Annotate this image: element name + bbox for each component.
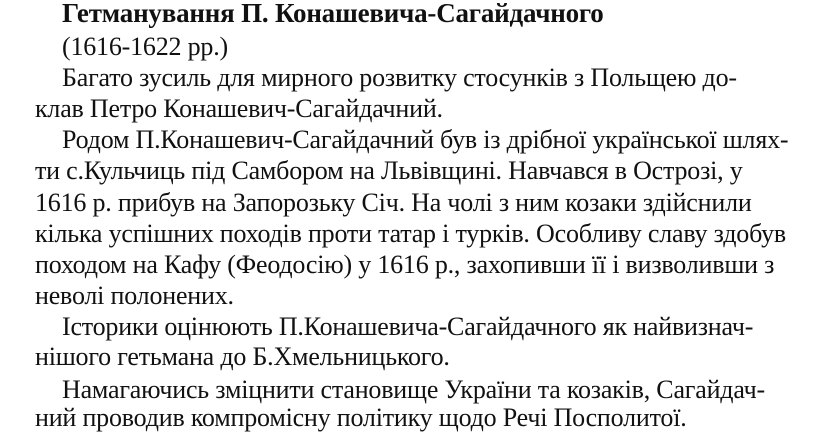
paragraph-line: ний проводив компромісну політику щодо Речі Посполитої. bbox=[35, 403, 687, 432]
paragraph-line: нішого гетьмана до Б.Хмельницького. bbox=[35, 342, 450, 371]
paragraph-line: Історики оцінюють П.Конашевича-Сагайдачного як найвизнач- bbox=[62, 312, 754, 341]
paragraph-line: кілька успішних походів проти татар і турків. Особливу славу здобув bbox=[35, 219, 786, 248]
document-title: Гетманування П. Конашевича-Сагайдачного bbox=[62, 0, 604, 28]
paragraph-line: походом на Кафу (Феодосію) у 1616 р., захопивши її і визволивши з bbox=[35, 250, 775, 279]
paragraph-line: ти с.Кульчиць під Самбором на Львівщині. Навчався в Острозі, у bbox=[35, 156, 743, 185]
paragraph-line: Намагаючись зміцнити становище України та козаків, Сагайдач- bbox=[62, 375, 765, 404]
paragraph-line: неволі полонених. bbox=[35, 281, 234, 310]
document-subtitle: (1616-1622 рр.) bbox=[62, 32, 228, 61]
paragraph-line: Багато зусиль для мирного розвитку стосунків з Польщею до- bbox=[62, 63, 737, 92]
paragraph-line: Родом П.Конашевич-Сагайдачний був із дрібної української шлях- bbox=[62, 125, 789, 154]
paragraph-line: клав Петро Конашевич-Сагайдачний. bbox=[35, 94, 443, 123]
paragraph-line: 1616 р. прибув на Запорозьку Січ. На чолі з ним козаки здійснили bbox=[35, 188, 752, 217]
